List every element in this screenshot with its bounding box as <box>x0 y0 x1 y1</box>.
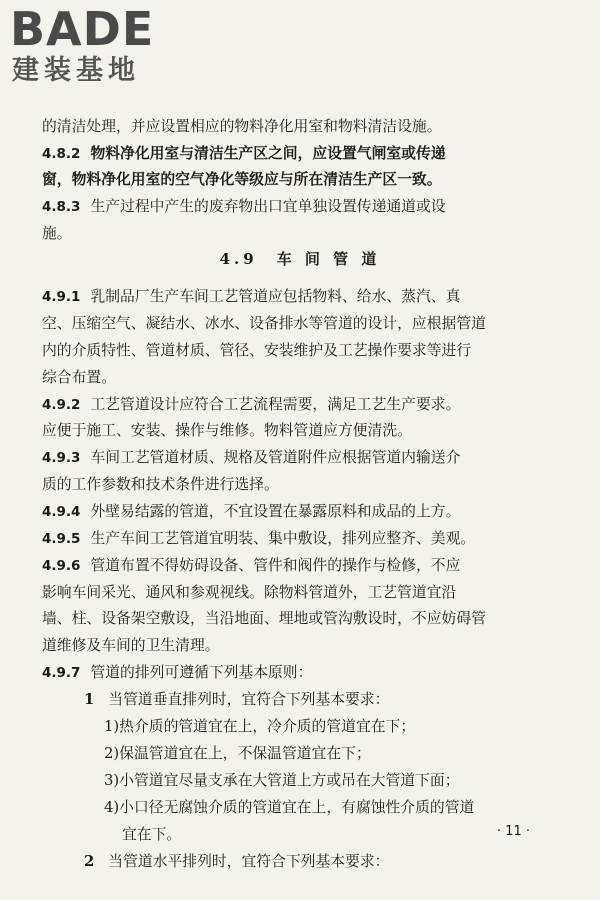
clause-text: 外壁易结露的管道，不宜设置在暴露原料和成品的上方。 <box>90 503 461 520</box>
bade-logo <box>10 4 190 90</box>
item-text: 当管道垂直排列时，宜符合下列基本要求： <box>108 691 390 708</box>
clause-text: 物料净化用室与清洁生产区之间，应设置气闸室或传递 <box>90 145 446 162</box>
clause-4-9-2-line-2: 应便于施工、安装、操作与维修。物料管道应方便清洗。 <box>42 422 412 439</box>
clause-number: 4.9.5 <box>42 531 81 547</box>
clause-number: 4.8.3 <box>42 199 81 215</box>
clause-number: 4.8.2 <box>42 146 81 162</box>
clause-4-9-6-line-2: 影响车间采光、通风和参观视线。除物料管道外，工艺管道宜沿 <box>42 584 457 601</box>
clause-4-9-2-line-1 <box>42 392 552 419</box>
clause-text: 乳制品厂生产车间工艺管道应包括物料、给水、蒸汽、真 <box>90 288 461 305</box>
clause-4-8-3-line-1 <box>42 194 552 221</box>
clause-4-9-3-line-1 <box>42 445 552 472</box>
sub-item-2: 2)保温管道宜在上，不保温管道宜在下； <box>104 745 371 762</box>
item-text: 当管道水平排列时，宜符合下列基本要求： <box>108 853 390 870</box>
sub-item-4-line-1: 4)小口径无腐蚀介质的管道宜在上，有腐蚀性介质的管道 <box>104 799 475 816</box>
clause-4-9-5 <box>42 526 552 553</box>
clause-text: 管道布置不得妨碍设备、管件和阀件的操作与检修，不应 <box>90 557 461 574</box>
page-number: · 11 · <box>496 824 530 839</box>
item-number: 2 <box>84 853 95 870</box>
list-item-2 <box>84 849 389 876</box>
clause-number: 4.9.2 <box>42 397 81 413</box>
sub-item-1: 1)热介质的管道宜在上，冷介质的管道宜在下； <box>104 718 416 735</box>
clause-4-8-2-line-1 <box>42 141 552 168</box>
clause-text: 工艺管道设计应符合工艺流程需要，满足工艺生产要求。 <box>90 396 461 413</box>
clause-4-8-3-line-2: 施。 <box>42 225 72 242</box>
clause-4-9-1-line-3: 内的介质特性、管道材质、管径、安装维护及工艺操作要求等进行 <box>42 342 472 359</box>
clause-text: 车间工艺管道材质、规格及管道附件应根据管道内输送介 <box>90 449 461 466</box>
clause-number: 4.9.6 <box>42 558 81 574</box>
clause-text: 生产车间工艺管道宜明装、集中敷设，排列应整齐、美观。 <box>90 530 476 547</box>
clause-number: 4.9.4 <box>42 504 81 520</box>
intro-line: 的清洁处理，并应设置相应的物料净化用室和物料清洁设施。 <box>42 118 442 135</box>
clause-text: 生产过程中产生的废弃物出口宜单独设置传递通道或设 <box>90 198 446 215</box>
clause-4-9-6-line-1 <box>42 553 552 580</box>
clause-4-9-6-line-3: 墙、柱、设备架空敷设，当沿地面、埋地或管沟敷设时，不应妨碍管 <box>42 610 486 627</box>
clause-number: 4.9.1 <box>42 289 81 305</box>
clause-4-9-7 <box>42 660 552 687</box>
clause-4-9-1-line-4: 综合布置。 <box>42 369 116 386</box>
clause-text: 管道的排列可遵循下列基本原则： <box>90 664 313 681</box>
logo-subtitle: 建装基地 <box>12 55 140 86</box>
clause-number: 4.9.7 <box>42 665 81 681</box>
clause-4-9-1-line-1 <box>42 284 552 311</box>
sub-item-3: 3)小管道宜尽量支承在大管道上方或吊在大管道下面； <box>104 772 460 789</box>
sub-item-4-line-2: 宜在下。 <box>122 826 182 843</box>
list-item-1 <box>84 687 389 714</box>
clause-4-9-6-line-4: 道维修及车间的卫生清理。 <box>42 637 220 654</box>
logo-wordmark: BADE <box>10 2 155 56</box>
clause-4-9-4 <box>42 499 552 526</box>
item-number: 1 <box>84 691 95 708</box>
section-title: 4.9 车 间 管 道 <box>219 250 381 268</box>
clause-4-9-1-line-2: 空、压缩空气、凝结水、冰水、设备排水等管道的设计，应根据管道 <box>42 315 486 332</box>
clause-number: 4.9.3 <box>42 450 81 466</box>
clause-4-9-3-line-2: 质的工作参数和技术条件进行选择。 <box>42 476 279 493</box>
clause-4-8-2-line-2: 窗，物料净化用室的空气净化等级应与所在清洁生产区一致。 <box>42 171 442 188</box>
